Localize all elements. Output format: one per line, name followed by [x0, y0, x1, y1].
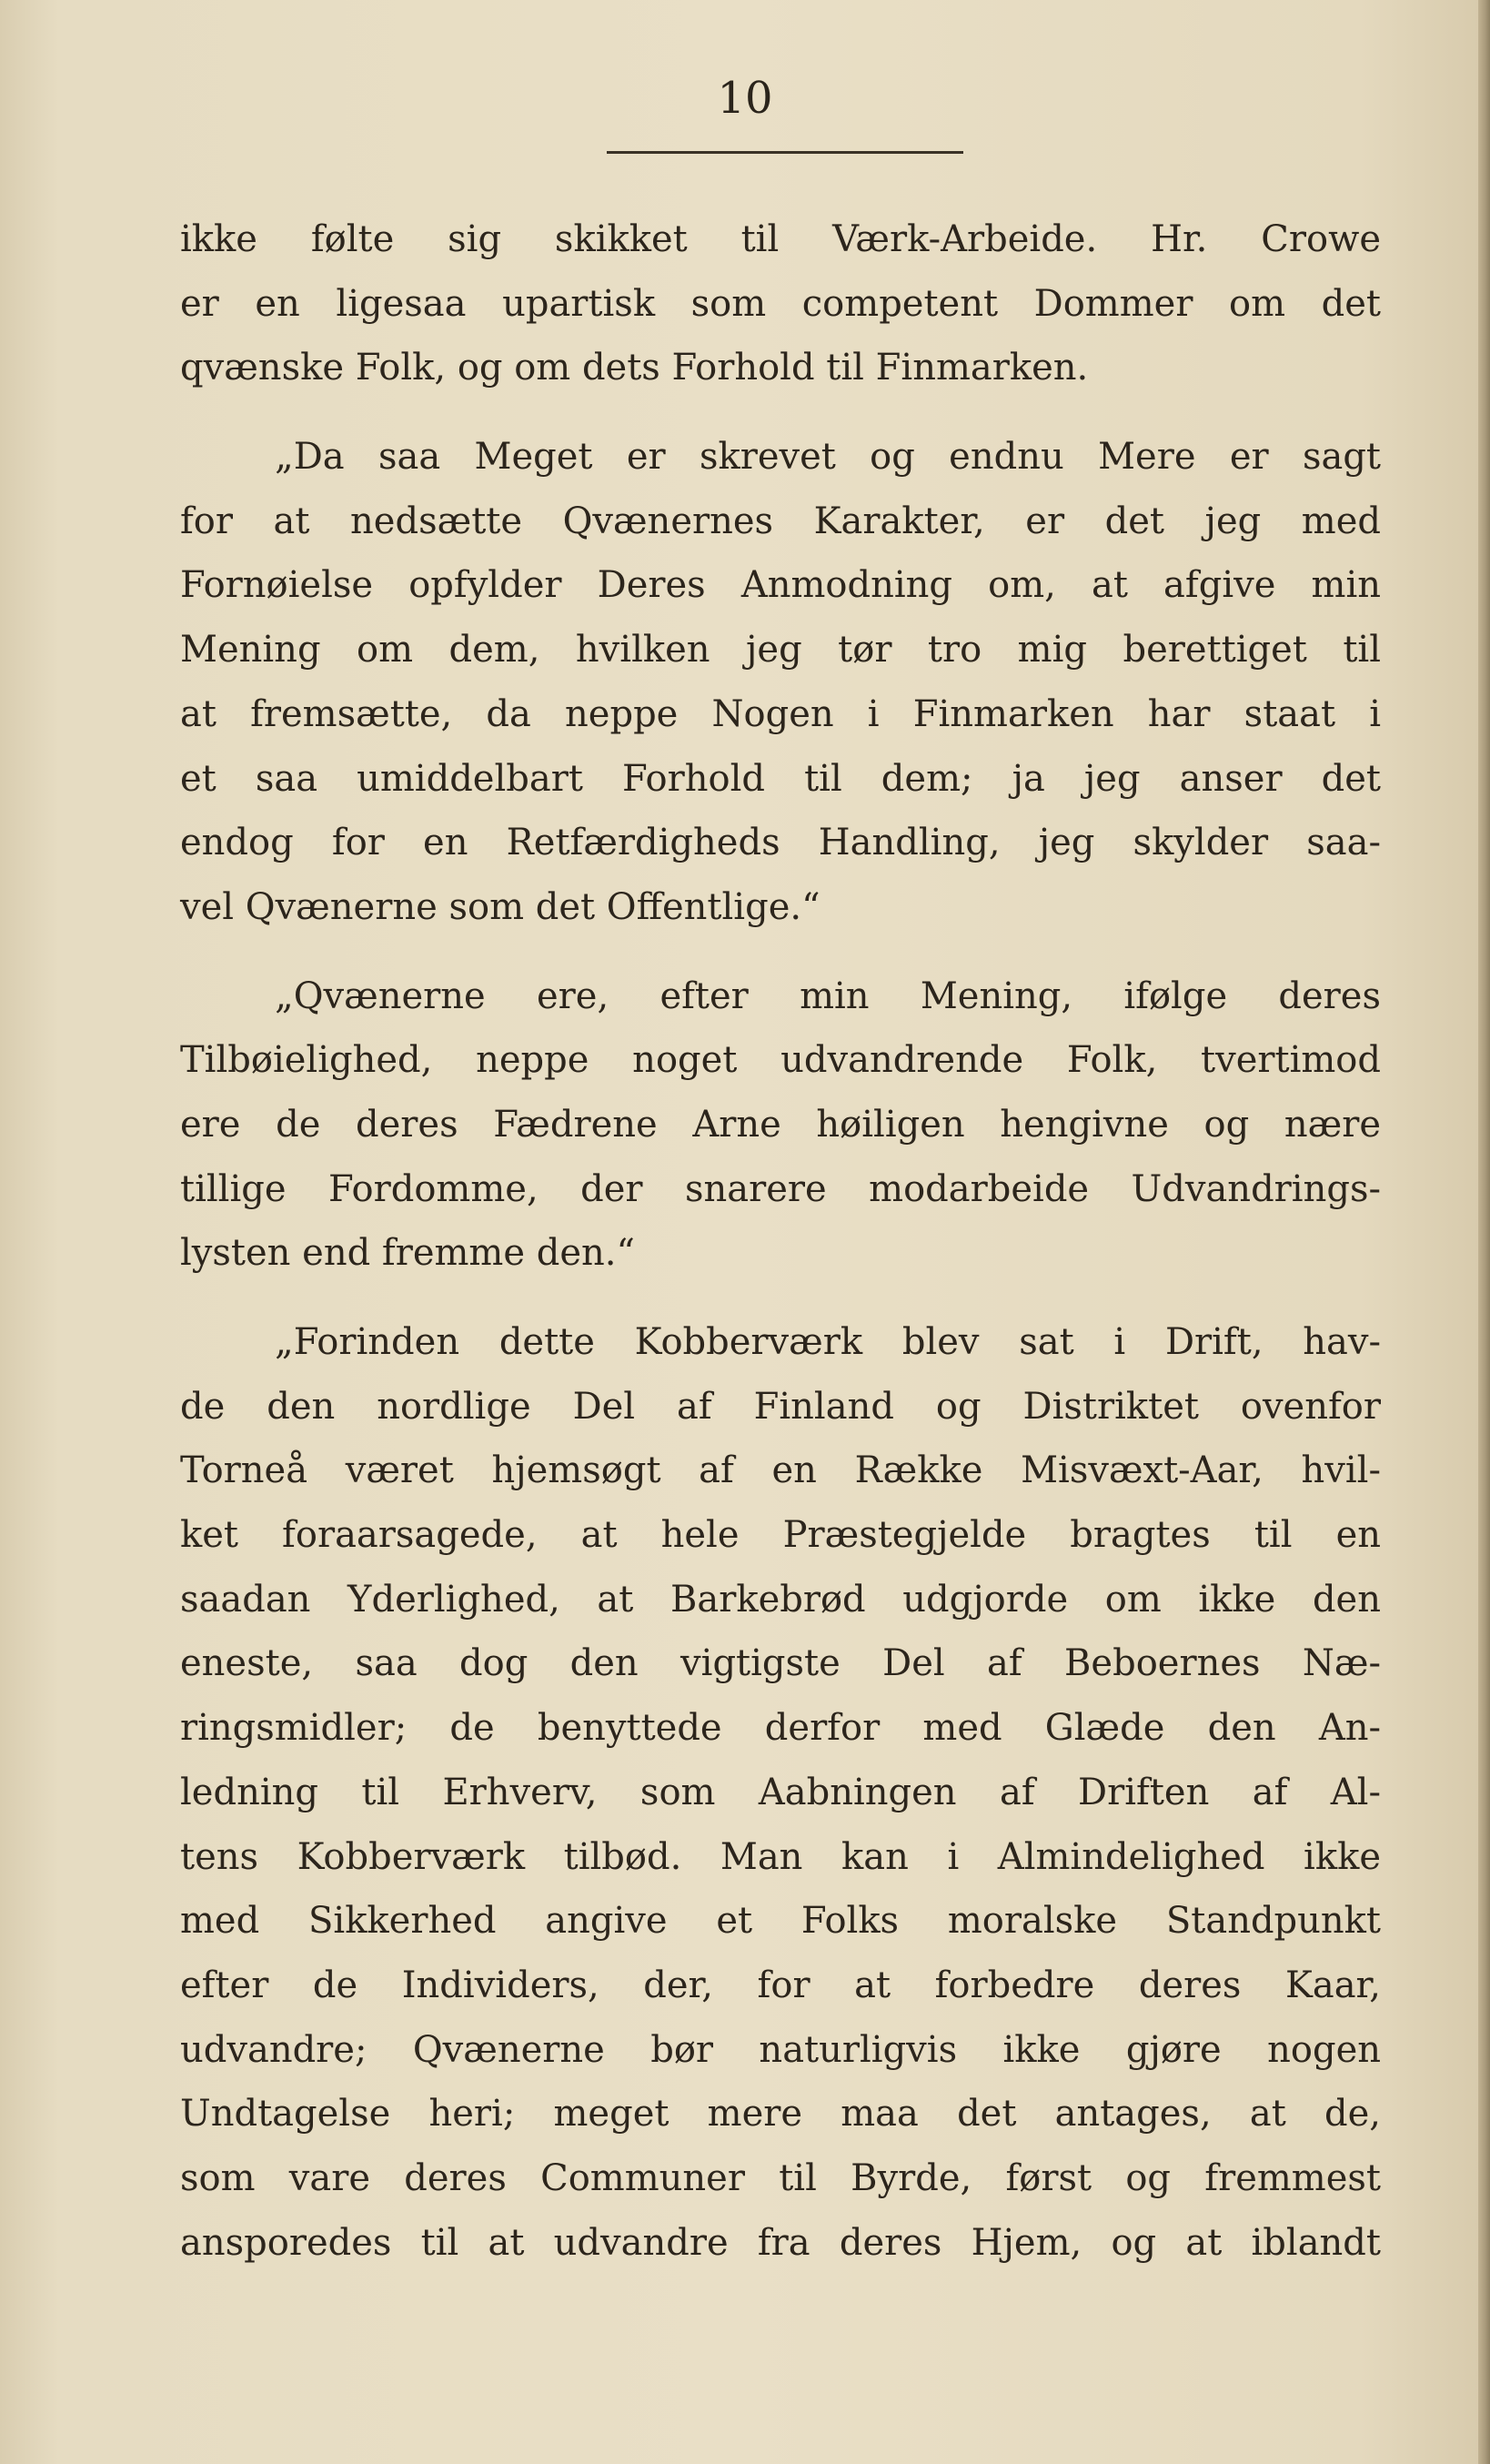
body-text	[180, 207, 1381, 2275]
text-line: „Da saa Meget er skrevet og endnu Mere er sagt	[275, 436, 1381, 479]
text-line: Mening om dem, hvilken jeg tør tro mig berettiget til	[180, 629, 1381, 672]
paragraph-gap	[180, 400, 1381, 425]
text-line: ere de deres Fædrene Arne høiligen hengivne og nære	[180, 1103, 1381, 1146]
text-line: „Forinden dette Kobberværk blev sat i Drift, hav-	[275, 1321, 1381, 1363]
text-line: Fornøielse opfylder Deres Anmodning om, at afgive min	[180, 564, 1381, 607]
text-line: Tilbøielighed, neppe noget udvandrende Folk, tvertimod	[180, 1039, 1381, 1082]
page-number: 10	[717, 73, 773, 124]
text-line: med Sikkerhed angive et Folks moralske Standpunkt	[180, 1900, 1381, 1943]
paragraph	[180, 1310, 1381, 2275]
text-line: ansporedes til at udvandre fra deres Hjem, og at iblandt	[180, 2221, 1381, 2264]
text-line: for at nedsætte Qvænernes Karakter, er det jeg med	[180, 500, 1381, 542]
text-line: tens Kobberværk tilbød. Man kan i Almindelighed ikke	[180, 1835, 1381, 1878]
text-line: Undtagelse heri; meget mere maa det antages, at de,	[180, 2093, 1381, 2136]
text-line: lysten end fremme den.“	[180, 1232, 635, 1275]
text-line: som vare deres Communer til Byrde, først og fremmest	[180, 2156, 1381, 2199]
text-line: ket foraarsagede, at hele Præstegjelde bragtes til en	[180, 1514, 1381, 1557]
paragraph	[180, 207, 1381, 400]
text-line: udvandre; Qvænerne bør naturligvis ikke gjøre nogen	[180, 2028, 1381, 2071]
text-line: eneste, saa dog den vigtigste Del af Beboernes Næ-	[180, 1642, 1381, 1685]
page-edge	[1478, 0, 1490, 2464]
paragraph-gap	[180, 1286, 1381, 1310]
text-line: vel Qvænerne som det Offentlige.“	[180, 885, 821, 928]
text-line: ringsmidler; de benyttede derfor med Glæde den An-	[180, 1707, 1381, 1750]
text-line: qvænske Folk, og om dets Forhold til Finmarken.	[180, 347, 1089, 389]
text-line: er en ligesaa upartisk som competent Dommer om det	[180, 282, 1381, 325]
text-line: „Qvænerne ere, efter min Mening, ifølge deres	[275, 974, 1381, 1017]
paragraph	[180, 425, 1381, 940]
header-rule	[607, 151, 963, 154]
text-line: at fremsætte, da neppe Nogen i Finmarken har staat i	[180, 692, 1381, 735]
text-line: ledning til Erhverv, som Aabningen af Driften af Al-	[180, 1771, 1381, 1813]
text-line: de den nordlige Del af Finland og Distriktet ovenfor	[180, 1385, 1381, 1428]
text-line: endog for en Retfærdigheds Handling, jeg skylder saa-	[180, 822, 1381, 864]
text-line: Torneå været hjemsøgt af en Række Misvæxt-Aar, hvil-	[180, 1449, 1381, 1492]
text-line: et saa umiddelbart Forhold til dem; ja jeg anser det	[180, 757, 1381, 800]
paragraph	[180, 964, 1381, 1286]
text-line: efter de Individers, der, for at forbedre deres Kaar,	[180, 1964, 1381, 2006]
text-line: ikke følte sig skikket til Værk-Arbeide. Hr. Crowe	[180, 218, 1381, 260]
paragraph-gap	[180, 940, 1381, 964]
text-line: tillige Fordomme, der snarere modarbeide Udvandrings-	[180, 1167, 1381, 1210]
text-line: saadan Yderlighed, at Barkebrød udgjorde om ikke den	[180, 1578, 1381, 1621]
